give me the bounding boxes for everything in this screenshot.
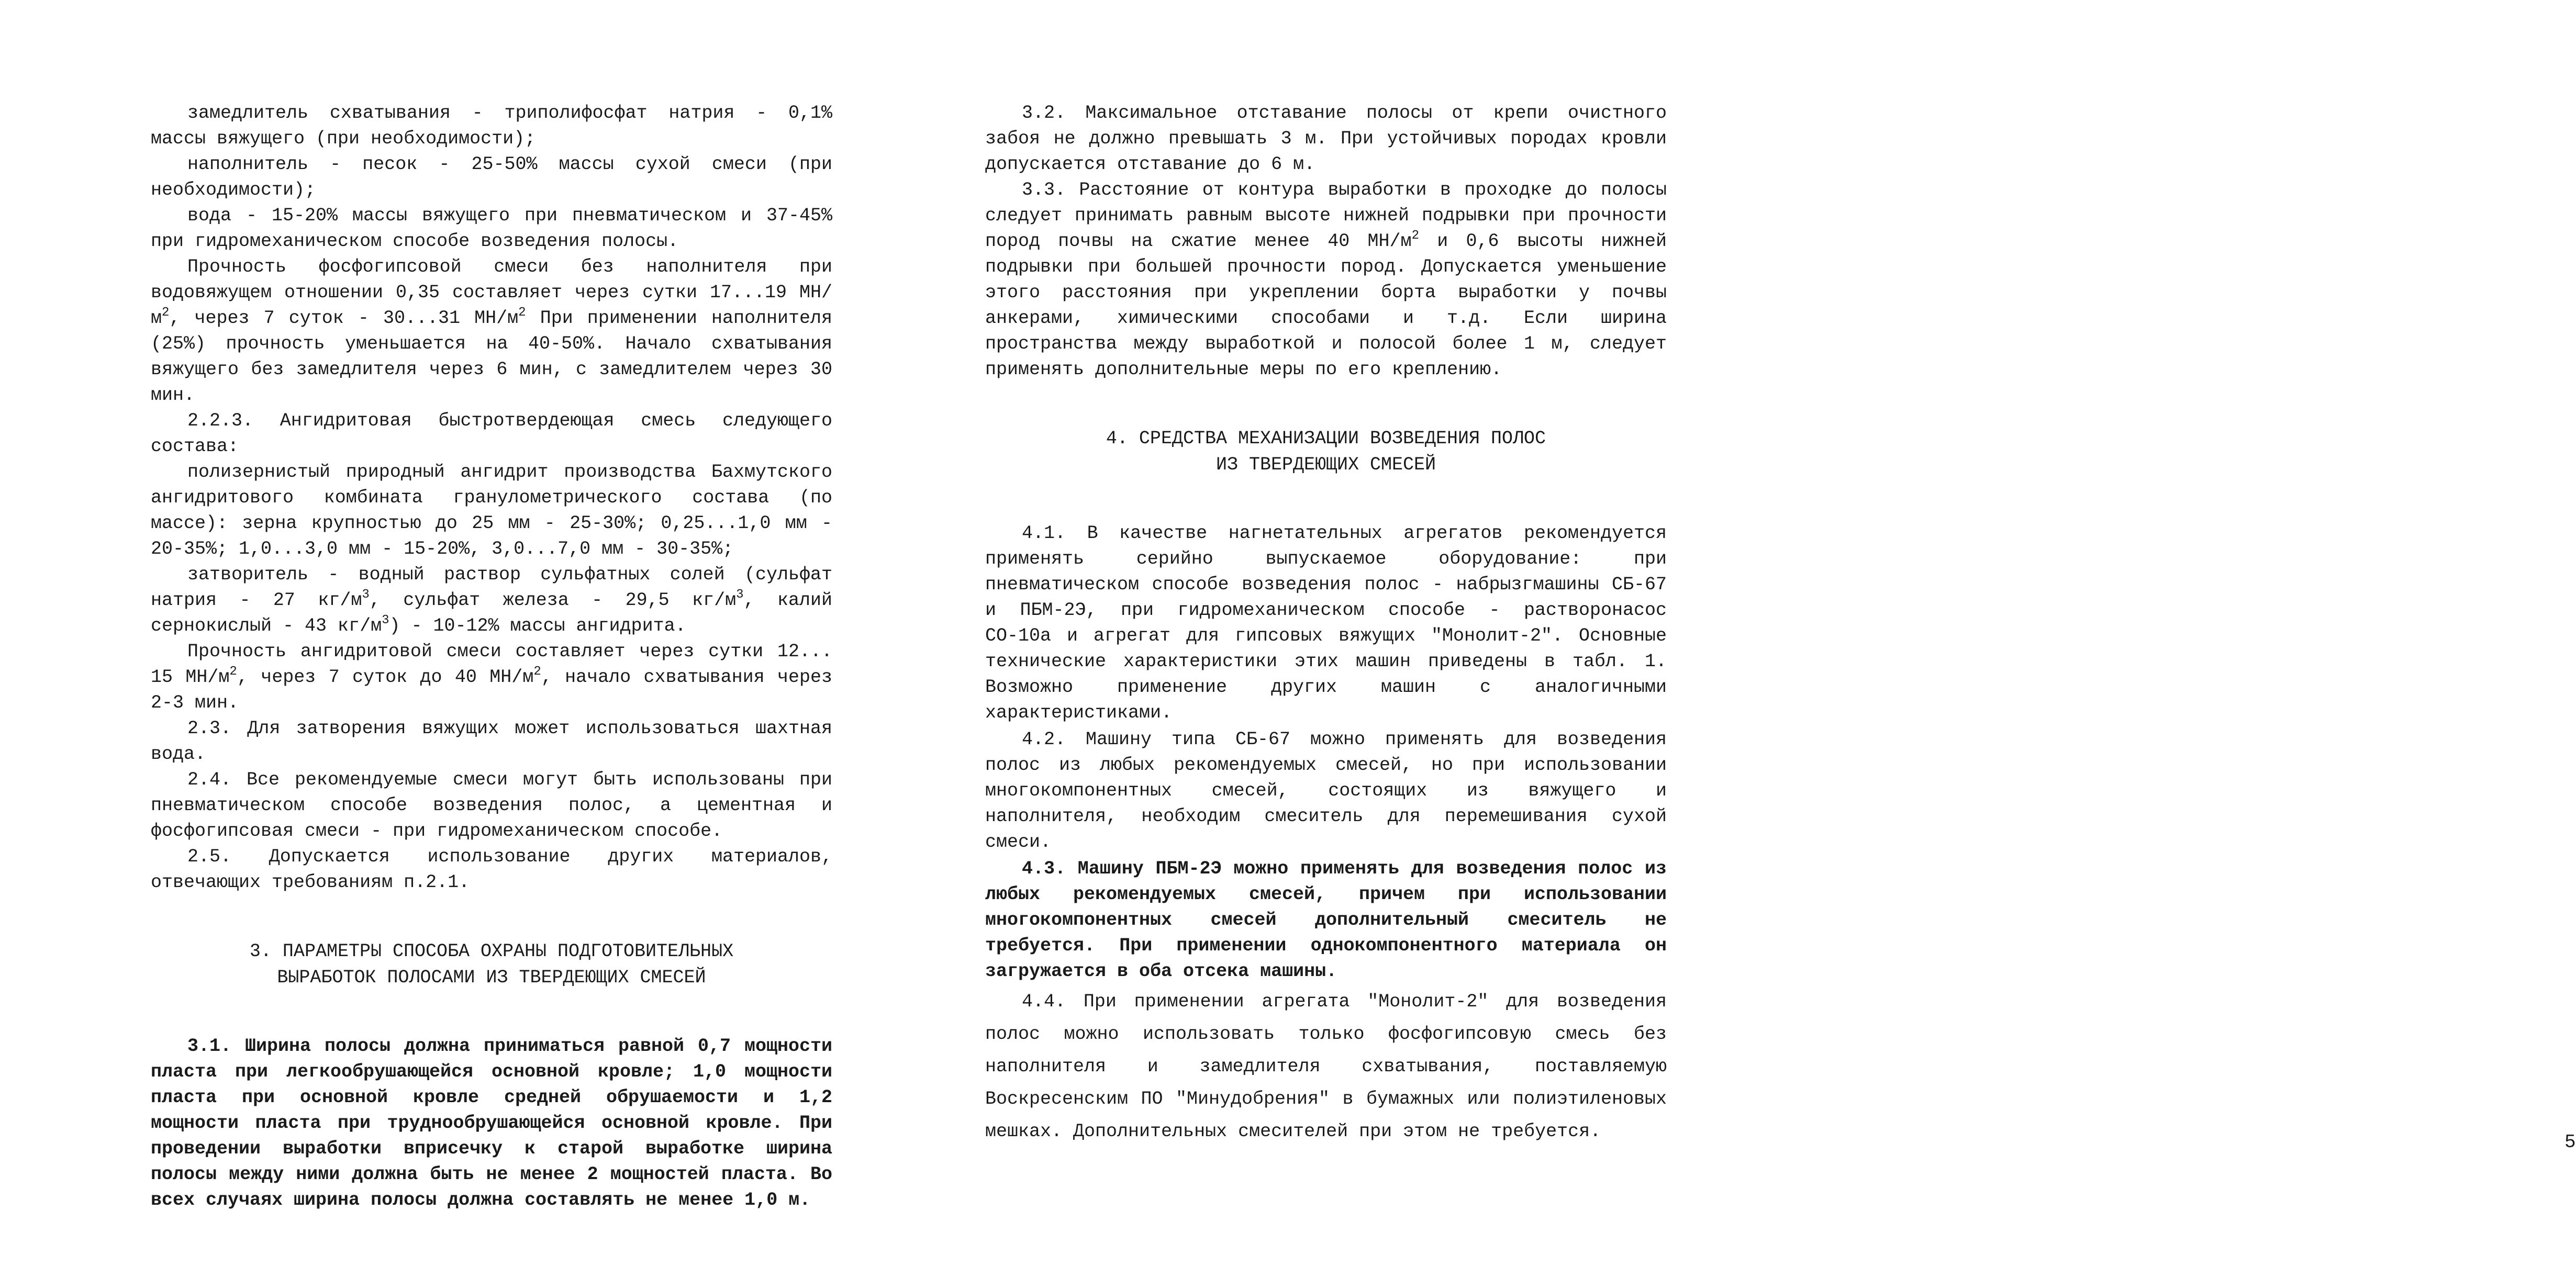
paragraph-3-2: 3.2. Максимальное отставание полосы от крепи очистного забоя не должно превышать 3 м. При устойчивых породах кровли допускается отставание до 6 м.: [985, 103, 1667, 175]
paragraph-mixer-solution: затворитель - водный раствор сульфатных солей (сульфат натрия - 27 $кг/м^3$, сульфат железа - 29,5 $кг/м^3$, калий сернокислый - 43 $кг/м^3) - 10-12\%$ массы ангидрита.: [151, 564, 832, 636]
paragraph-anhydrite: полизернистый природный ангидрит производства Бахмутского ангидритового комбината гранулометрического состава (по массе): зерна крупностью до 25 мм - 25-30%; 0,25...1,0 мм - 20-35%; 1,0...3,0 мм - 15-20%, 3,0...7,0 мм - 30-35%;: [151, 462, 832, 559]
section-3-heading-line2: ВЫРАБОТОК ПОЛОСАМИ ИЗ ТВЕРДЕЮЩИХ СМЕСЕЙ: [277, 967, 706, 988]
paragraph-3-1: 3.1. Ширина полосы должна приниматься равной 0,7 мощности пласта при легкообрушающейся основной кровле; 1,0 мощности пласта при основной кровле средней обрушаемости и 1,2 мощности пласта при труднообрушающейся основной кровле. При проведении выработки вприсечку к старой выработке ширина полосы между ними должна быть не менее 2 мощностей пласта. Во всех случаях ширина полосы должна составлять не менее 1,0 м.: [151, 1036, 832, 1210]
left-text-column: [151, 100, 832, 1213]
paragraph-2-3: 2.3. Для затворения вяжущих может использоваться шахтная вода.: [151, 718, 832, 765]
paragraph-retarder: замедлитель схватывания - триполифосфат натрия - 0,1% массы вяжущего (при необходимости);: [151, 103, 832, 149]
paragraph-anhydrite-strength: Прочность ангидритовой смеси составляет через сутки 12... 15 $МН/м^2$, через 7 суток до 40 $МН/м^2$, начало схватывания через 2-3 мин.: [151, 641, 832, 713]
paragraph-2-5: 2.5. Допускается использование других материалов, отвечающих требованиям п.2.1.: [151, 846, 832, 893]
paragraph-2-4: 2.4. Все рекомендуемые смеси могут быть использованы при пневматическом способе возведения полос, а цементная и фосфогипсовая смеси - при гидромеханическом способе.: [151, 769, 832, 842]
paragraph-water: вода - 15-20% массы вяжущего при пневматическом и 37-45% при гидромеханическом способе возведения полосы.: [151, 205, 832, 252]
paragraph-4-3: 4.3. Машину ПБМ-2Э можно применять для возведения полос из любых рекомендуемых смесей, причем при использовании многокомпонентных смесей дополнительный смеситель не требуется. При применении однокомпонентного материала он загружается в оба отсека машины.: [985, 858, 1667, 982]
paragraph-phosphogypsum-strength: Прочность фосфогипсовой смеси без наполнителя при водовяжущем отношении 0,35 составляет через сутки 17...19 $МН/м^2$, через 7 суток - 30...31 $МН/м^2$ При применении наполнителя (25%) прочность уменьшается на 40-50%. Начало схватывания вяжущего без замедлителя через 6 мин, с замедлителем через 30 мин.: [151, 256, 832, 406]
paragraph-4-4: 4.4. При применении агрегата "Монолит-2" для возведения полос можно использовать только фосфогипсовую смесь без наполнителя и замедлителя схватывания, поставляемую Воскресенским ПО "Минудобрения" в бумажных или полиэтиленовых мешках. Дополнительных смесителей при этом не требуется.: [985, 991, 1667, 1142]
page-number: 5: [2564, 1131, 2576, 1153]
section-4-heading: [985, 425, 1667, 478]
paragraph-filler: наполнитель - песок - 25-50% массы сухой смеси (при необходимости);: [151, 154, 832, 200]
left-page: [0, 0, 909, 1267]
paragraph-4-2: 4.2. Машину типа СБ-67 можно применять для возведения полос из любых рекомендуемых смесей, но при использовании многокомпонентных смесей, состоящих из вяжущего и наполнителя, необходим смеситель для перемешивания сухой смеси.: [985, 729, 1667, 853]
section-4-heading-line1: 4. СРЕДСТВА МЕХАНИЗАЦИИ ВОЗВЕДЕНИЯ ПОЛОС: [1106, 428, 1546, 449]
right-text-column: [985, 100, 1667, 1148]
section-3-heading: [151, 938, 832, 991]
paragraph-3-3: 3.3. Расстояние от контура выработки в проходке до полосы следует принимать равным высоте нижней подрывки при прочности пород почвы на сжатие менее 40 $МН/м^2$ и 0,6 высоты нижней подрывки при большей прочности пород. Допускается уменьшение этого расстояния при укреплении борта выработки у почвы анкерами, химическими способами и т.д. Если ширина пространства между выработкой и полосой более 1 м, следует применять дополнительные меры по его креплению.: [985, 180, 1667, 380]
paragraph-2-2-3: 2.2.3. Ангидритовая быстротвердеющая смесь следующего состава:: [151, 410, 832, 457]
section-3-heading-line1: 3. ПАРАМЕТРЫ СПОСОБА ОХРАНЫ ПОДГОТОВИТЕЛЬНЫХ: [249, 941, 734, 962]
paragraph-4-1: 4.1. В качестве нагнетательных агрегатов рекомендуется применять серийно выпускаемое оборудование: при пневматическом способе возведения полос - набрызгмашины СБ-67 и ПБМ-2Э, при гидромеханическом способе - растворонасос СО-10а и агрегат для гипсовых вяжущих "Монолит-2". Основные технические характеристики этих машин приведены в табл. 1. Возможно применение других машин с аналогичными характеристиками.: [985, 523, 1667, 723]
right-page: [909, 0, 2576, 1267]
section-4-heading-line2: ИЗ ТВЕРДЕЮЩИХ СМЕСЕЙ: [1215, 454, 1436, 475]
